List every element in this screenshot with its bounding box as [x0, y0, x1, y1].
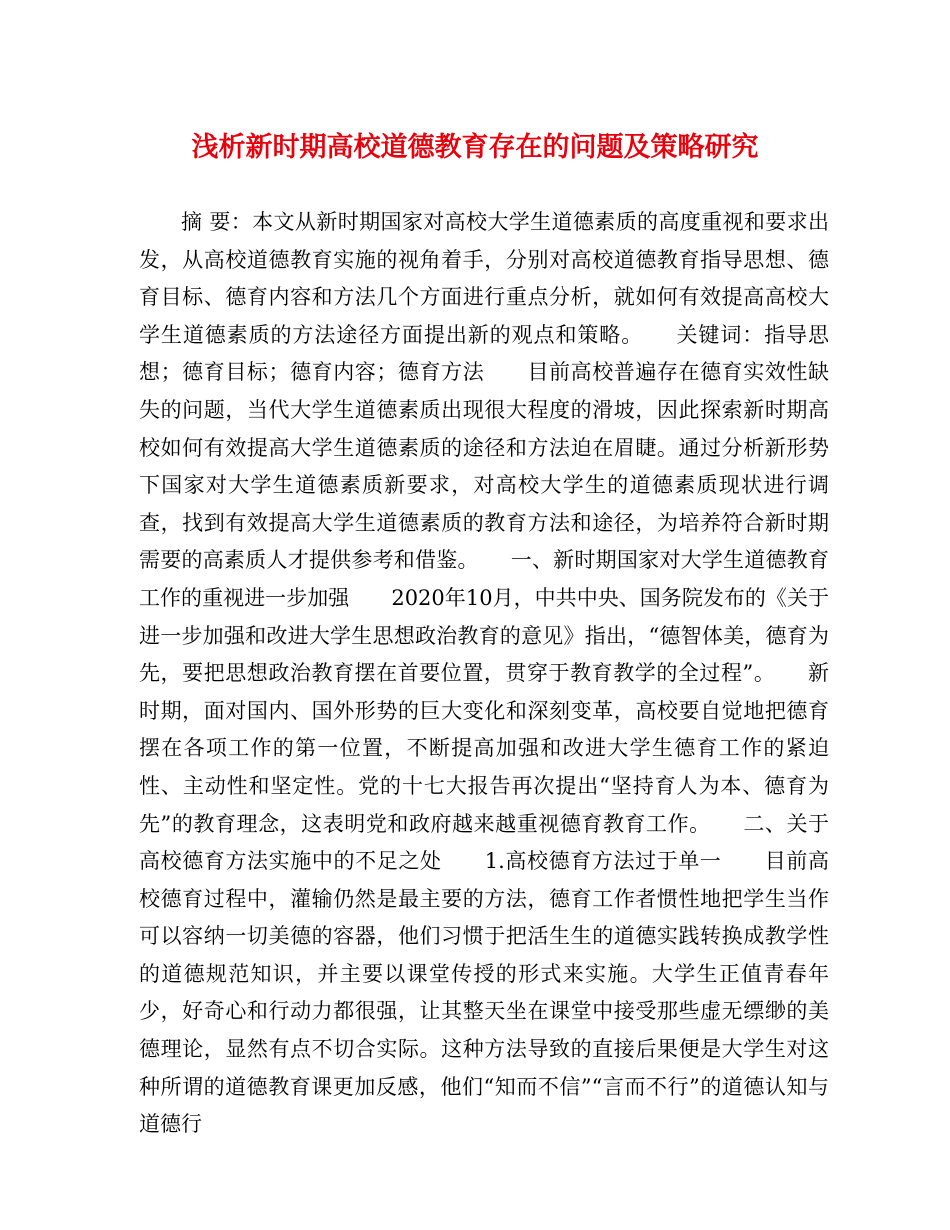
- document-body: 摘 要：本文从新时期国家对高校大学生道德素质的高度重视和要求出发，从高校道德教育实施的视角着手，分别对高校道德教育指导思想、德育目标、德育内容和方法几个方面进行重点分析，就如何有效提高高校大学生道德素质的方法途径方面提出新的观点和策略。 关键词：指导思想；德育目标；德育内容；德育方法 目前高校普遍存在德育实效性缺失的问题，当代大学生道德素质出现很大程度的滑坡，因此探索新时期高校如何有效提高大学生道德素质的途径和方法迫在眉睫。通过分析新形势下国家对大学生道德素质新要求，对高校大学生的道德素质现状进行调查，找到有效提高大学生道德素质的教育方法和途径，为培养符合新时期需要的高素质人才提供参考和借鉴。 一、新时期国家对大学生道德教育工作的重视进一步加强 2020年10月，中共中央、国务院发布的《关于进一步加强和改进大学生思想政治教育的意见》指出，“德智体美，德育为先，要把思想政治教育摆在首要位置，贯穿于教育教学的全过程”。 新时期，面对国内、国外形势的巨大变化和深刻变革，高校要自觉地把德育摆在各项工作的第一位置，不断提高加强和改进大学生德育工作的紧迫性、主动性和坚定性。党的十七大报告再次提出“坚持育人为本、德育为先”的教育理念，这表明党和政府越来越重视德育教育工作。 二、关于高校德育方法实施中的不足之处 1.高校德育方法过于单一 目前高校德育过程中，灌输仍然是最主要的方法，德育工作者惯性地把学生当作可以容纳一切美德的容器，他们习惯于把活生生的道德实践转换成教学性的道德规范知识，并主要以课堂传授的形式来实施。大学生正值青春年少，好奇心和行动力都很强，让其整天坐在课堂中接受那些虚无缥缈的美德理论，显然有点不切合实际。这种方法导致的直接后果便是大学生对这种所谓的道德教育课更加反感，他们“知而不信”“言而不行”的道德认知与道德行: [139, 210, 829, 1137]
- document-title: 浅析新时期高校道德教育存在的问题及策略研究: [191, 132, 759, 163]
